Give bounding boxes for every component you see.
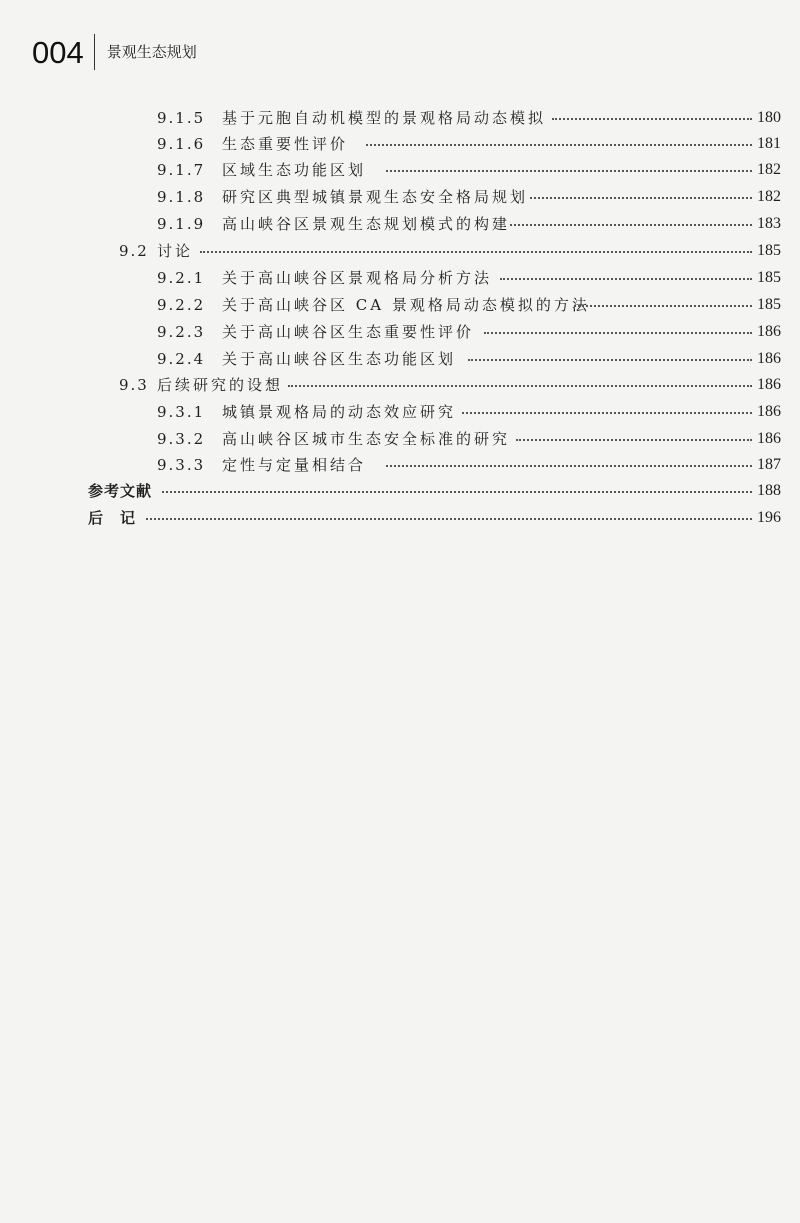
toc-entry-title: 定性与定量相结合 [222, 456, 367, 474]
toc-leader-dots [162, 491, 752, 493]
toc-leader-dots [386, 465, 752, 467]
toc-entry-title: 关于高山峡谷区 CA 景观格局动态模拟的方法 [222, 296, 590, 314]
toc-leader-dots [288, 385, 752, 387]
toc-entry-page: 187 [757, 456, 781, 473]
toc-leader-dots [366, 144, 752, 146]
toc-entry-title: 后续研究的设想 [157, 376, 284, 394]
toc-entry-page: 186 [757, 350, 781, 367]
toc-entry-number: 9.3.2 [157, 430, 206, 448]
toc-entry-title: 基于元胞自动机模型的景观格局动态模拟 [222, 109, 547, 127]
toc-entry-number: 9.2.4 [157, 350, 206, 368]
toc-entry-title: 城镇景观格局的动态效应研究 [222, 403, 457, 421]
toc-entry[interactable] [0, 266, 800, 290]
toc-entry-page: 180 [757, 109, 781, 126]
toc-leader-dots [462, 412, 752, 414]
toc-leader-dots [200, 251, 752, 253]
toc-entry[interactable] [0, 158, 800, 182]
toc-entry-number: 9.1.7 [157, 161, 206, 179]
header-divider [94, 34, 95, 70]
toc-entry-postscript[interactable] [0, 506, 800, 530]
toc-entry-number: 9.2.3 [157, 323, 206, 341]
toc-entry-number: 9.1.8 [157, 188, 206, 206]
toc-entry[interactable] [0, 400, 800, 424]
toc-entry-page: 182 [757, 161, 781, 178]
toc-leader-dots [510, 224, 752, 226]
toc-entry-page: 186 [757, 376, 781, 393]
book-title: 景观生态规划 [106, 42, 197, 61]
toc-entry[interactable] [0, 453, 800, 477]
page-header [32, 32, 197, 72]
toc-entry-number: 9.3 [119, 376, 149, 394]
toc-entry-number: 9.1.5 [157, 109, 206, 127]
toc-entry[interactable] [0, 293, 800, 317]
toc-entry-page: 186 [757, 323, 781, 340]
toc-leader-dots [574, 305, 752, 307]
toc-entry-title: 后 记 [88, 509, 137, 527]
toc-entry-number: 9.3.1 [157, 403, 206, 421]
toc-entry-title: 区域生态功能区划 [222, 161, 367, 179]
toc-leader-dots [484, 332, 752, 334]
toc-entry-title: 关于高山峡谷区生态重要性评价 [222, 323, 475, 341]
toc-entry-number: 9.1.9 [157, 215, 206, 233]
toc-entry-number: 9.3.3 [157, 456, 206, 474]
toc-entry[interactable] [0, 373, 800, 397]
toc-entry-references[interactable] [0, 479, 800, 503]
toc-leader-dots [386, 170, 752, 172]
toc-leader-dots [468, 359, 752, 361]
toc-entry[interactable] [0, 212, 800, 236]
toc-leader-dots [552, 118, 752, 120]
toc-entry-number: 9.2.1 [157, 269, 206, 287]
toc-entry-page: 183 [757, 215, 781, 232]
toc-entry-title: 参考文献 [88, 482, 153, 500]
toc-entry-page: 188 [757, 482, 781, 499]
toc-entry-title: 关于高山峡谷区生态功能区划 [222, 350, 457, 368]
toc-entry[interactable] [0, 239, 800, 263]
toc-entry[interactable] [0, 106, 800, 130]
toc-leader-dots [500, 278, 752, 280]
toc-entry[interactable] [0, 132, 800, 156]
toc-entry-page: 181 [757, 135, 781, 152]
toc-leader-dots [146, 518, 752, 520]
toc-entry-page: 182 [757, 188, 781, 205]
toc-entry-number: 9.1.6 [157, 135, 206, 153]
toc-entry-page: 185 [757, 269, 781, 286]
toc-entry-title: 关于高山峡谷区景观格局分析方法 [222, 269, 493, 287]
toc-entry-page: 185 [757, 296, 781, 313]
toc-entry-title: 生态重要性评价 [222, 135, 349, 153]
toc-entry-page: 185 [757, 242, 781, 259]
toc-leader-dots [530, 197, 752, 199]
toc-entry[interactable] [0, 185, 800, 209]
toc-entry[interactable] [0, 320, 800, 344]
toc-entry-page: 186 [757, 403, 781, 420]
page-number: 004 [32, 34, 84, 70]
toc-entry-number: 9.2 [119, 242, 149, 260]
toc-entry[interactable] [0, 427, 800, 451]
toc-entry-page: 196 [757, 509, 781, 526]
toc-entry-page: 186 [757, 430, 781, 447]
toc-entry-title: 讨论 [157, 242, 194, 260]
toc-entry[interactable] [0, 347, 800, 371]
toc-entry-title: 研究区典型城镇景观生态安全格局规划 [222, 188, 529, 206]
toc-entry-number: 9.2.2 [157, 296, 206, 314]
toc-entry-title: 高山峡谷区景观生态规划模式的构建 [222, 215, 511, 233]
toc-leader-dots [516, 439, 752, 441]
toc-entry-title: 高山峡谷区城市生态安全标准的研究 [222, 430, 511, 448]
